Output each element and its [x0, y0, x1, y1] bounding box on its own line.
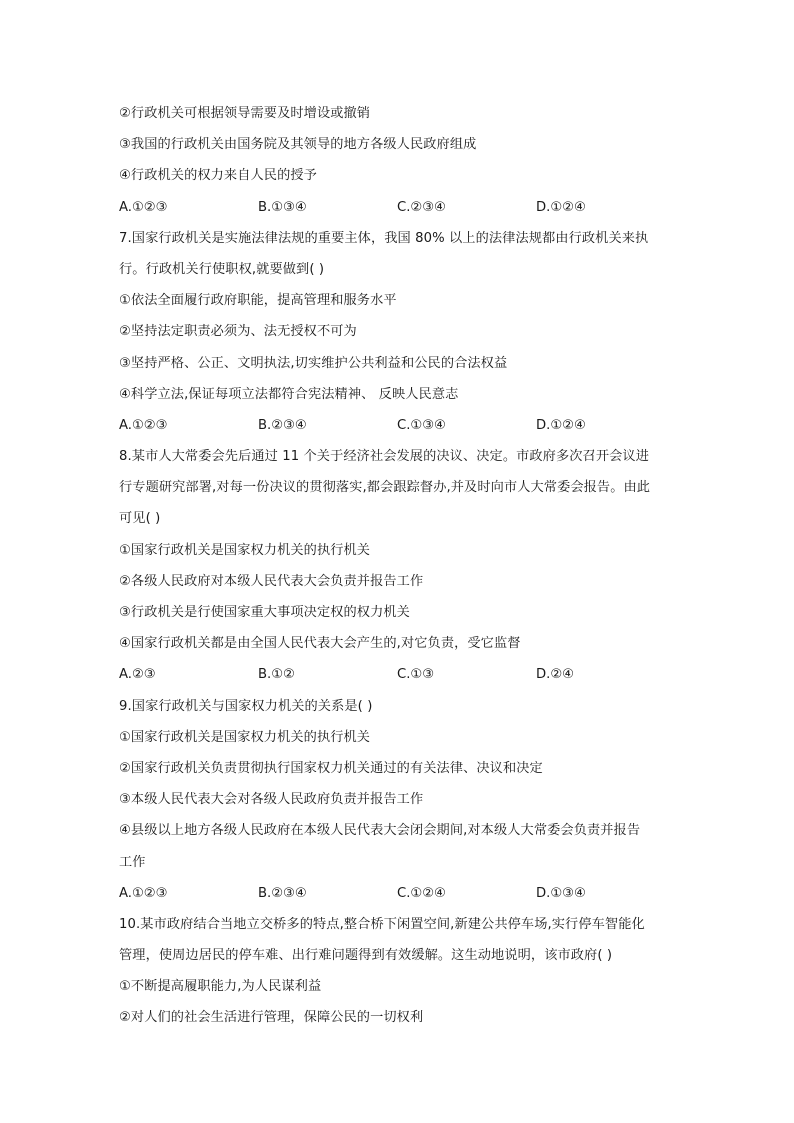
- q7-item-3: ③坚持严格、公正、文明执法,切实维护公共利益和公民的合法权益: [119, 355, 508, 371]
- q7-item-4: ④科学立法,保证每项立法都符合宪法精神、 反映人民意志: [119, 386, 459, 402]
- q6-item-2: ②行政机关可根据领导需要及时增设或撤销: [119, 106, 371, 121]
- q6-option-b: B.①③④: [258, 199, 307, 215]
- q10-item-1: ①不断提高履职能力,为人民谋利益: [119, 979, 322, 995]
- q6-item-4: ④行政机关的权力来自人民的授予: [119, 168, 317, 184]
- q8-stem-line-1: 8.某市人大常委会先后通过 11 个关于经济社会发展的决议、决定。市政府多次召开会议进: [119, 449, 649, 465]
- q9-item-2: ②国家行政机关负责贯彻执行国家权力机关通过的有关法律、决议和决定: [119, 760, 543, 776]
- q8-item-3: ③行政机关是行使国家重大事项决定权的权力机关: [119, 605, 410, 620]
- q7-options: [119, 410, 679, 441]
- q6-option-d: D.①②④: [536, 199, 586, 215]
- q9-option-b: B.②③④: [258, 885, 307, 901]
- q7-option-a: A.①②③: [119, 417, 168, 433]
- q9-option-a: A.①②③: [119, 885, 168, 901]
- q6-option-a: A.①②③: [119, 199, 168, 215]
- q7-option-d: D.①②④: [536, 417, 586, 433]
- q8-stem-line-3: 可见( ): [119, 511, 161, 527]
- q8-item-1: ①国家行政机关是国家权力机关的执行机关: [119, 542, 371, 558]
- question-9: [119, 691, 679, 909]
- q7-stem-line-2: 行。行政机关行使职权,就要做到( ): [119, 261, 325, 277]
- q6-options: [119, 192, 679, 223]
- q10-stem-line-1: 10.某市政府结合当地立交桥多的特点,整合桥下闲置空间,新建公共停车场,实行停车智能化: [119, 916, 645, 932]
- q7-item-1: ①依法全面履行政府职能，提高管理和服务水平: [119, 293, 397, 309]
- q9-option-d: D.①③④: [536, 885, 586, 901]
- q9-options: [119, 878, 679, 909]
- question-7: [119, 223, 679, 441]
- q9-item-1: ①国家行政机关是国家权力机关的执行机关: [119, 729, 371, 745]
- q8-item-4: ④国家行政机关都是由全国人民代表大会产生的,对它负责，受它监督: [119, 636, 521, 652]
- question-10: [119, 909, 679, 1034]
- q7-option-c: C.①③④: [397, 417, 446, 433]
- q7-stem-line-1: 7.国家行政机关是实施法律法规的重要主体，我国 80% 以上的法律法规都由行政机关来执: [119, 230, 649, 246]
- q9-item-4-continued: 工作: [119, 854, 146, 870]
- q10-stem-line-2: 管理，使周边居民的停车难、出行难问题得到有效缓解。这生动地说明，该市政府( ): [119, 948, 613, 964]
- q8-option-d: D.②④: [536, 667, 574, 683]
- question-6: [119, 98, 679, 223]
- q6-item-3: ③我国的行政机关由国务院及其领导的地方各级人民政府组成: [119, 137, 477, 153]
- question-8: [119, 441, 679, 691]
- q9-stem-line-1: 9.国家行政机关与国家权力机关的关系是( ): [119, 698, 373, 714]
- q9-item-3: ③本级人民代表大会对各级人民政府负责并报告工作: [119, 792, 424, 808]
- q7-item-2: ②坚持法定职责必须为、法无授权不可为: [119, 324, 357, 340]
- q8-item-2: ②各级人民政府对本级人民代表大会负责并报告工作: [119, 573, 424, 589]
- q9-item-4: ④县级以上地方各级人民政府在本级人民代表大会闭会期间,对本级人大常委会负责并报告: [119, 823, 641, 839]
- q8-stem-line-2: 行专题研究部署,对每一份决议的贯彻落实,都会跟踪督办,并及时向市人大常委会报告。由此: [119, 480, 651, 496]
- q6-option-c: C.②③④: [397, 199, 446, 215]
- q8-option-b: B.①②: [258, 667, 295, 683]
- q7-option-b: B.②③④: [258, 417, 307, 433]
- document-content: [119, 98, 679, 1034]
- q9-option-c: C.①②④: [397, 885, 446, 901]
- q10-item-2: ②对人们的社会生活进行管理，保障公民的一切权利: [119, 1010, 424, 1026]
- q8-option-a: A.②③: [119, 667, 156, 683]
- q8-option-c: C.①③: [397, 667, 435, 683]
- q8-options: [119, 659, 679, 690]
